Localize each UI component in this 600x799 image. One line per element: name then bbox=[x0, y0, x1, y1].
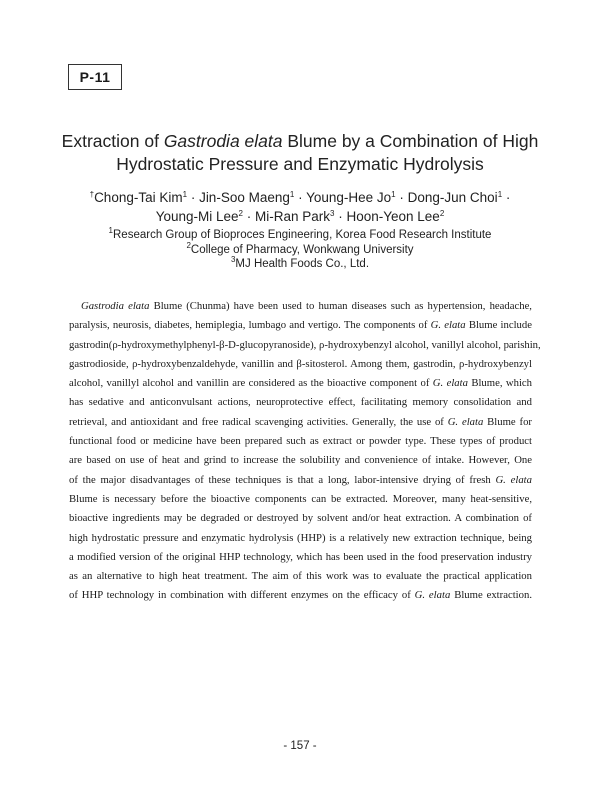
abstract-line: alcohol, vanillyl alcohol and vanillin are considered as the bioactive component of G. elata Blume, which bbox=[69, 377, 533, 390]
corresponding-mark: † bbox=[89, 190, 95, 199]
abstract-line: has sedative and anticonvulsant actions, neuroprotective effect, facilitating memory consolidation and bbox=[69, 396, 532, 409]
abstract-line: high hydrostatic pressure and enzymatic hydrolysis (HHP) is a relatively new extraction technique, being bbox=[69, 531, 532, 544]
author: Dong-Jun Choi bbox=[407, 190, 498, 205]
abstract-line: are based on use of heat and grind to increase the solubility and convenience of intake. However, One bbox=[69, 454, 532, 467]
author-line-2: Young-Mi Lee$^2$ · Mi-Ran Park$^3$ · Hoon-Yeon Lee$^2$ bbox=[155, 209, 445, 224]
paper-title bbox=[40, 130, 560, 176]
abstract-line: Gastrodia elata Blume (Chunma) have been used to human diseases such as hypertension, headache, bbox=[81, 300, 532, 312]
author: Hoon-Yeon Lee bbox=[346, 209, 440, 224]
abstract-line: of HHP technology in combination with different enzymes on the efficacy of G. elata Blume extraction. bbox=[69, 589, 532, 602]
abstract-line: a modified version of the original HHP technology, which has been used in the food preservation industry bbox=[69, 550, 532, 563]
title-line-1: Extraction of Gastrodia elata Blume by a Combination of High bbox=[61, 131, 539, 151]
abstract-line: bioactive ingredients may be degraded or destroyed by solvent and/or heat extraction. A combination of bbox=[69, 512, 532, 525]
abstract-line: retrieval, and antioxidant and free radical scavenging activities. Generally, the use of G. elata Blume for bbox=[69, 415, 532, 428]
author: Young-Mi Lee bbox=[155, 209, 239, 224]
abstract-line: functional food or medicine have been prepared such as extract or powder type. These types of product bbox=[69, 435, 532, 448]
author: Young-Hee Jo bbox=[306, 190, 392, 205]
affiliation: $^1$Research Group of Bioproces Engineering, Korea Food Research Institute bbox=[108, 226, 492, 241]
abstract-line: Blume is necessary before the bioactive components can be extracted. Moreover, many heat-sensitive, bbox=[69, 492, 532, 505]
abstract-line: of the major disadvantages of these techniques is that a long, labor-intensive drying of fresh G. elata bbox=[69, 473, 532, 486]
presentation-code: P-11 bbox=[68, 64, 122, 90]
affiliation-list bbox=[40, 228, 560, 272]
affiliation: $^2$College of Pharmacy, Wonkwang University bbox=[186, 240, 414, 256]
abstract-line: gastrodin(ρ-hydroxymethylphenyl-β-D-glucopyranoside), ρ-hydroxybenzyl alcohol, vanillyl alcohol, parishin, bbox=[69, 338, 541, 351]
abstract-line: gastrodioside, ρ-hydroxybenzaldehyde, vanillin and β-sitosterol. Among them, gastrodin, ρ-hydroxybenzyl bbox=[69, 357, 532, 370]
abstract-body bbox=[69, 297, 541, 606]
page-number: - 157 - bbox=[283, 740, 317, 752]
author: Chong-Tai Kim bbox=[94, 190, 183, 205]
abstract-line: as an alternative to high heat treatment. The aim of this work was to evaluate the practical application bbox=[69, 570, 532, 583]
author-list bbox=[40, 188, 560, 226]
author-line-1: †Chong-Tai Kim$^1$ · Jin-Soo Maeng$^1$ · Young-Hee $Jo^1$ · Dong-Jun Choi$^1$ · bbox=[89, 190, 511, 205]
abstract-line: paralysis, neurosis, diabetes, hemiplegia, lumbago and vertigo. The components of G. elata Blume include bbox=[69, 319, 532, 332]
author: Mi-Ran Park bbox=[255, 209, 331, 224]
title-line-2: Hydrostatic Pressure and Enzymatic Hydrolysis bbox=[116, 154, 484, 174]
title-species-name: Gastrodia elata bbox=[163, 131, 283, 151]
author: Jin-Soo Maeng bbox=[199, 190, 290, 205]
affiliation: $^3$MJ Health Foods Co., Ltd. bbox=[230, 255, 370, 270]
